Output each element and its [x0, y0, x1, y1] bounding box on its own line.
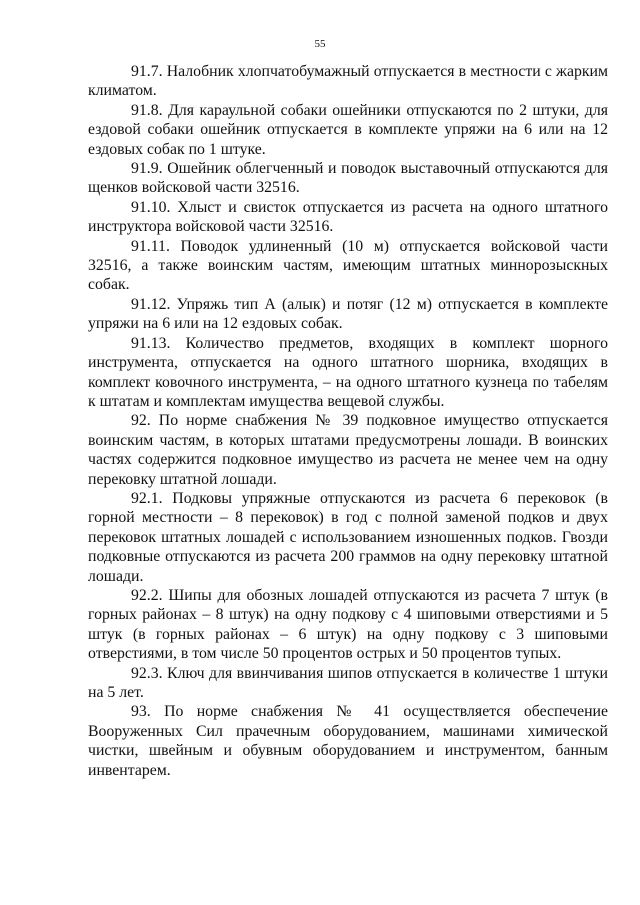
paragraph-91-13: 91.13. Количество предметов, входящих в комплект шорного инструмента, отпускается на одного штатного шорника, входящих в комплект ковочного инструмента, – на одного штатного кузнеца по табелям к штатам и комплектам имущества вещевой службы.	[88, 334, 608, 410]
paragraph-91-9: 91.9. Ошейник облегченный и поводок выставочный отпускаются для щенков войсковой части 32516.	[88, 160, 608, 197]
paragraph-91-10: 91.10. Хлыст и свисток отпускается из расчета на одного штатного инструктора войсковой части 32516.	[88, 198, 608, 236]
paragraph-91-8: 91.8. Для караульной собаки ошейники отпускаются по 2 штуки, для ездовой собаки ошейник отпускается в комплекте упряжи на 6 или на 12 ездовых собак по 1 штуке.	[88, 101, 608, 158]
paragraph-92-1: 92.1. Подковы упряжные отпускаются из расчета 6 перековок (в горной местности – 8 перековок) в год с полной заменой подков и двух перековок штатных лошадей с использованием изношенных подков. Гвозди подковные отпускаются из расчета 200 граммов на одну перековку штатной лошади.	[88, 489, 608, 585]
paragraph-92: 92. По норме снабжения № 39 подковное имущество отпускается воинским частям, в которых штатами предусмотрены лошади. В воинских частях содержится подковное имущество из расчета не менее чем на одну перековку штатной лошади.	[88, 412, 608, 488]
paragraph-91-12: 91.12. Упряжь тип А (алык) и потяг (12 м) отпускается в комплекте упряжи на 6 или на 12 ездовых собак.	[88, 295, 608, 333]
paragraph-92-3: 92.3. Ключ для ввинчивания шипов отпускается в количестве 1 штуки на 5 лет.	[88, 664, 608, 701]
document-body	[88, 62, 608, 780]
paragraph-93: 93. По норме снабжения № 41 осуществляется обеспечение Вооруженных Сил прачечным оборудованием, машинами химической чистки, швейным и обувным оборудованием и инструментом, банным инвентарем.	[88, 703, 608, 779]
paragraph-92-2: 92.2. Шипы для обозных лошадей отпускаются из расчета 7 штук (в горных районах – 8 штук) на одну подкову с 4 шиповыми отверстиями и 5 штук (в горных районах – 6 штук) на одну подкову с 3 шиповыми отверстиями, в том числе 50 процентов острых и 50 процентов тупых.	[88, 586, 608, 663]
page-number: 55	[314, 38, 326, 50]
paragraph-91-7: 91.7. Налобник хлопчатобумажный отпускается в местности с жарким климатом.	[88, 63, 608, 100]
paragraph-91-11: 91.11. Поводок удлиненный (10 м) отпускается войсковой части 32516, а также воинским частям, имеющим штатных миннорозыскных собак.	[88, 237, 608, 294]
